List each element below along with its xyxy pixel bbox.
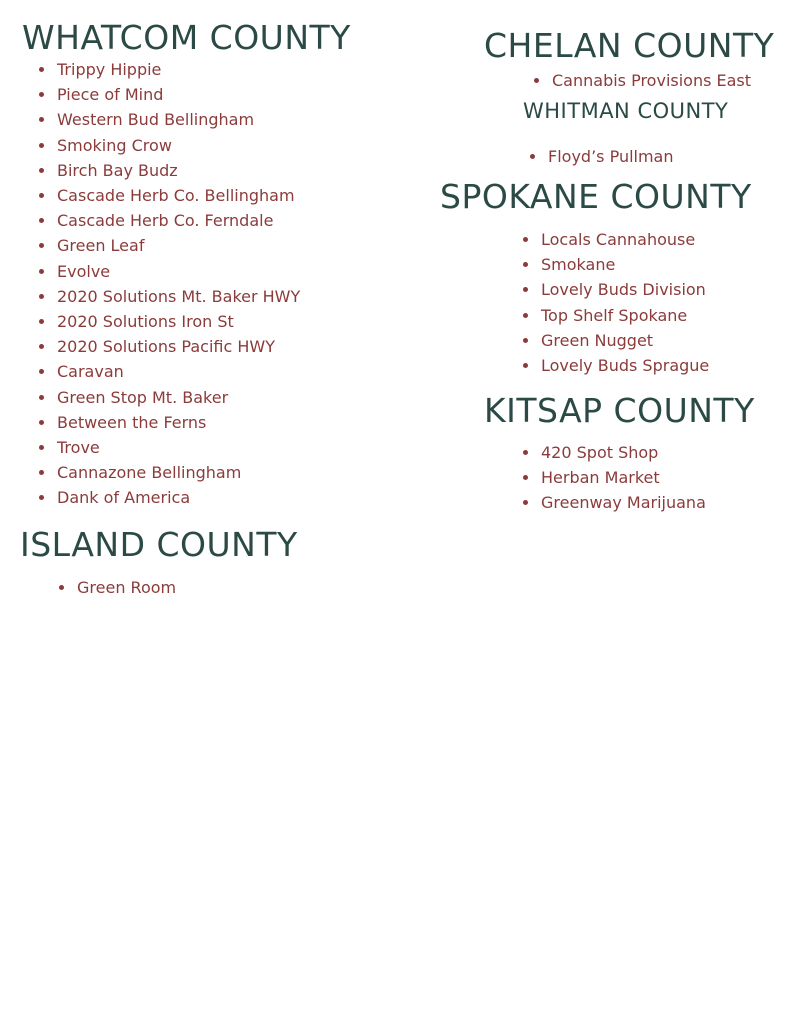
list-item: Birch Bay Budz — [36, 158, 300, 183]
spokane-county-heading: SPOKANE COUNTY — [440, 177, 752, 216]
list-item: Locals Cannahouse — [520, 227, 709, 252]
whatcom-store-list — [36, 57, 300, 511]
list-item: Green Nugget — [520, 328, 709, 353]
list-item: Cascade Herb Co. Ferndale — [36, 208, 300, 233]
list-item: Smoking Crow — [36, 133, 300, 158]
whatcom-county-heading: WHATCOM COUNTY — [22, 18, 351, 57]
list-item: Caravan — [36, 359, 300, 384]
list-item: 2020 Solutions Pacific HWY — [36, 334, 300, 359]
list-item: 2020 Solutions Iron St — [36, 309, 300, 334]
list-item: Piece of Mind — [36, 82, 300, 107]
whitman-store-list — [527, 144, 674, 169]
list-item: Trove — [36, 435, 300, 460]
list-item: Floyd’s Pullman — [527, 144, 674, 169]
whitman-county-heading: WHITMAN COUNTY — [523, 99, 729, 123]
list-item: Lovely Buds Division — [520, 277, 709, 302]
list-item: Dank of America — [36, 485, 300, 510]
kitsap-store-list — [520, 440, 706, 516]
list-item: Green Room — [56, 575, 176, 600]
spokane-store-list — [520, 227, 709, 378]
list-item: Trippy Hippie — [36, 57, 300, 82]
list-item: Cascade Herb Co. Bellingham — [36, 183, 300, 208]
list-item: Lovely Buds Sprague — [520, 353, 709, 378]
list-item: Western Bud Bellingham — [36, 107, 300, 132]
island-store-list — [56, 575, 176, 600]
list-item: Cannazone Bellingham — [36, 460, 300, 485]
list-item: Greenway Marijuana — [520, 490, 706, 515]
list-item: 2020 Solutions Mt. Baker HWY — [36, 284, 300, 309]
list-item: Evolve — [36, 259, 300, 284]
list-item: Between the Ferns — [36, 410, 300, 435]
list-item: Green Stop Mt. Baker — [36, 385, 300, 410]
list-item: Smokane — [520, 252, 709, 277]
kitsap-county-heading: KITSAP COUNTY — [484, 391, 755, 430]
list-item: Herban Market — [520, 465, 706, 490]
list-item: Cannabis Provisions East — [531, 68, 751, 93]
chelan-county-heading: CHELAN COUNTY — [484, 26, 775, 65]
chelan-store-list — [531, 68, 751, 93]
list-item: Green Leaf — [36, 233, 300, 258]
list-item: 420 Spot Shop — [520, 440, 706, 465]
list-item: Top Shelf Spokane — [520, 303, 709, 328]
island-county-heading: ISLAND COUNTY — [20, 525, 298, 564]
